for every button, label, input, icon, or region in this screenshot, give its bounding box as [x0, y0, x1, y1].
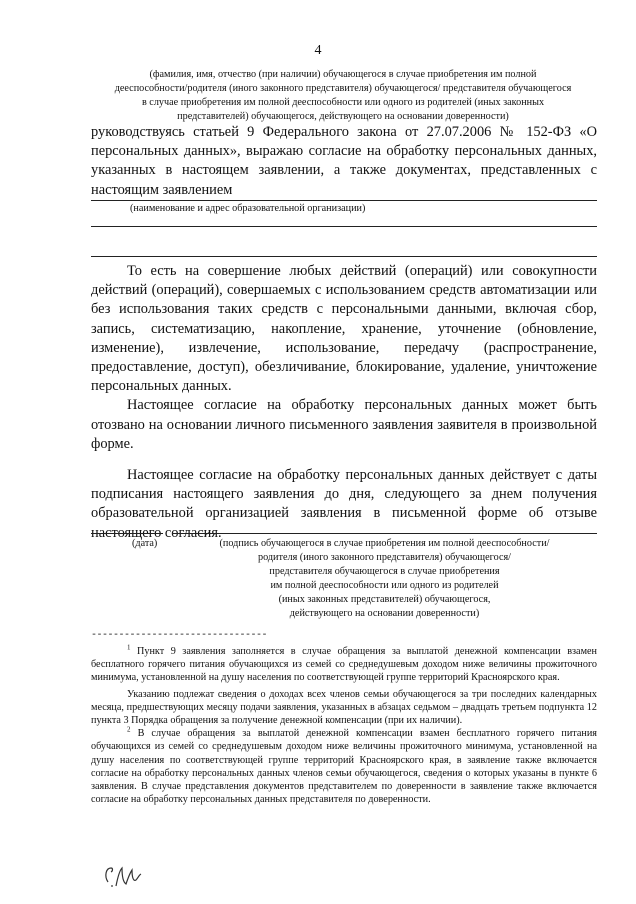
footnote-separator: --------------------------------	[91, 630, 268, 641]
signature-caption-line: им полной дееспособности или одного из родителей	[270, 580, 499, 591]
signature-line	[172, 533, 597, 534]
signature-caption	[172, 537, 597, 621]
footnote-2-mark: 2	[127, 725, 131, 734]
processing-scope	[91, 262, 597, 543]
footnote-1	[91, 645, 597, 685]
org-blank-line-3	[91, 256, 597, 257]
footnotes	[91, 645, 597, 806]
org-caption: (наименование и адрес образовательной организации)	[130, 203, 366, 214]
consent-intro-block	[91, 123, 597, 200]
date-line	[91, 533, 163, 534]
paragraph-processing-actions: То есть на совершение любых действий (операций) или совокупности действий (операций), совершаемых с использованием средств автоматизации или без использования таких средств с персональными данными, включая сбор, запись, систематизацию, накопление, хранение, уточнение (обновление, изменение), извлечение, использование, передачу (распространение, предоставление, доступ), обезличивание, блокирование, удаление, уничтожение персональных данных.	[91, 263, 597, 395]
org-blank-line-1	[91, 200, 597, 201]
signature-caption-line: (иных законных представителей) обучающегося,	[278, 594, 491, 605]
signature-caption-line: представителя обучающегося в случае приобретения	[269, 566, 500, 577]
applicant-caption-line: в случае приобретения им полной дееспособности или одного из родителей (иных законных	[141, 97, 545, 108]
footnote-2-text: В случае обращения за выплатой денежной компенсации взамен бесплатного горячего питания обучающихся из семей со среднедушевым доходом ниже величины прожиточного минимума, установленной на душу населения по соответствующей группе территорий Красноярского края, в заявление также включается согласие на обработку персональных данных членов семьи обучающегося, сведения о которых указаны в пункте 6 заявления. В случае представления документов представителем по доверенности в заявление также включается согласие на обработку персональных данных представителя по доверенности.	[91, 728, 597, 806]
org-blank-line-2	[91, 226, 597, 227]
applicant-caption-line: представителей) обучающегося, действующего на основании доверенности)	[177, 111, 509, 122]
date-caption: (дата)	[132, 538, 158, 549]
footnote-1-note: Указанию подлежат сведения о доходах всех членов семьи обучающегося за три последних календарных месяца, предшествующих месяцу подачи заявления, указанных в абзацах седьмом – двадцать третьем подпункта 12 пункта 3 Порядка обращения за получение денежной компенсации (при их наличии).	[91, 688, 597, 727]
applicant-caption	[88, 68, 598, 124]
signature-caption-line: действующего на основании доверенности)	[289, 608, 480, 619]
paragraph-revocation: Настоящее согласие на обработку персональных данных может быть отозвано на основании личного письменного заявления заявителя в произвольной форме.	[91, 397, 597, 452]
signature-caption-line: родителя (иного законного представителя) обучающегося/	[257, 552, 511, 563]
applicant-caption-line: дееспособности/родителя (иного законного представителя) обучающегося/ представителя обучающегося	[114, 83, 572, 94]
page-number: 4	[314, 43, 322, 58]
footnote-1-text: Пункт 9 заявления заполняется в случае обращения за выплатой денежной компенсации взамен бесплатного горячего питания обучающихся из семей со среднедушевым доходом ниже величины прожиточного минимума, установленной на душу населения по соответствующей группе территорий Красноярского края.	[91, 646, 597, 684]
paragraph-validity: Настоящее согласие на обработку персональных данных действует с даты подписания настоящего заявления до дня, следующего за днем получения образовательной организацией заявления в письменной форме об отзыве настоящего согласия.	[91, 467, 597, 541]
footnote-1-mark: 1	[127, 643, 131, 652]
consent-intro: руководствуясь статьей 9 Федерального закона от 27.07.2006 № 152-ФЗ «О персональных данных», выражаю согласие на обработку персональных данных, указанных в настоящем заявлении, а также документах, представленных с настоящим заявлением	[91, 124, 597, 198]
footnote-2	[91, 727, 597, 806]
signature-caption-line: (подпись обучающегося в случае приобретения им полной дееспособности/	[219, 538, 550, 549]
handwritten-initials	[100, 858, 148, 897]
applicant-caption-line: (фамилия, имя, отчество (при наличии) обучающегося в случае приобретения им полной	[149, 69, 537, 80]
